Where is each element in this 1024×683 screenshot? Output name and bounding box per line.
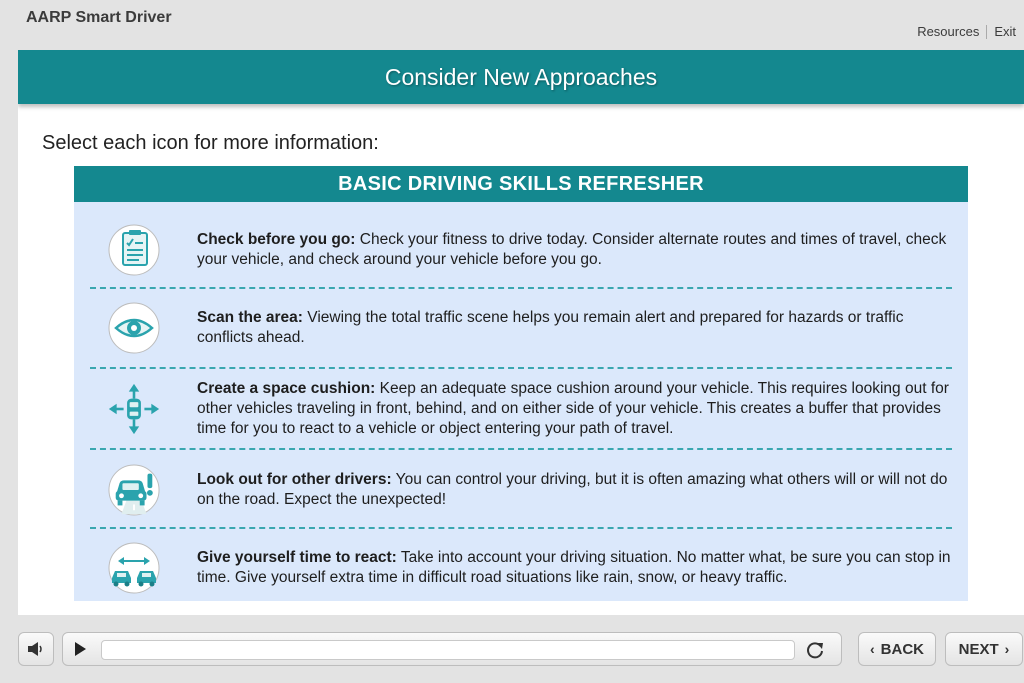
item-body: Viewing the total traffic scene helps you remain alert and prepared for hazards or traffic conflicts ahead.: [197, 309, 904, 346]
play-icon: [73, 641, 87, 657]
back-label: BACK: [880, 640, 924, 658]
replay-button[interactable]: [805, 640, 825, 665]
next-button[interactable]: [945, 632, 1023, 666]
cars-distance-icon[interactable]: [108, 542, 160, 594]
row-divider: [90, 448, 952, 450]
next-label: NEXT: [958, 640, 999, 658]
link-separator: [986, 25, 987, 39]
play-button[interactable]: [73, 641, 87, 662]
item-text: [197, 308, 952, 348]
item-body: Check your fitness to drive today. Consider alternate routes and times of travel, check your vehicle, and check around your vehicle before you go.: [197, 231, 947, 268]
app-title: AARP Smart Driver: [26, 9, 172, 26]
exit-link[interactable]: Exit: [994, 24, 1016, 39]
resources-link[interactable]: Resources: [917, 24, 980, 39]
slide-content: [18, 50, 1024, 615]
item-title: Give yourself time to react:: [197, 549, 397, 566]
row-divider: [90, 287, 952, 289]
checklist-icon[interactable]: [108, 224, 160, 276]
volume-button[interactable]: [18, 632, 54, 666]
back-button[interactable]: [858, 632, 936, 666]
eye-icon[interactable]: [108, 302, 160, 354]
seek-bar[interactable]: [101, 640, 795, 660]
item-title: Look out for other drivers:: [197, 471, 392, 488]
item-text: [197, 548, 952, 588]
row-divider: [90, 367, 952, 369]
item-text: [197, 470, 952, 510]
panel-title: BASIC DRIVING SKILLS REFRESHER: [74, 166, 968, 202]
skills-panel: [74, 166, 968, 601]
list-item: [90, 374, 952, 444]
slide-title: Consider New Approaches: [384, 63, 658, 90]
item-body: You can control your driving, but it is often amazing what others will or will not do on the road. Expect the unexpected!: [197, 471, 948, 508]
item-body: Keep an adequate space cushion around your vehicle. This requires looking out for other vehicles traveling in front, behind, and on either side of your vehicle. This creates a buffer that provides time for you to react to a vehicle or object entering your path of travel.: [197, 380, 949, 437]
instruction-text: Select each icon for more information:: [42, 132, 379, 154]
list-item: [90, 298, 952, 358]
slide-title-banner: [18, 50, 1024, 104]
top-links: [917, 24, 1016, 39]
chevron-right-icon: ›: [1004, 641, 1010, 657]
item-text: [197, 379, 952, 439]
item-body: Take into account your driving situation. No matter what, be sure you can stop in time. Give yourself extra time in difficult road situations like rain, snow, or heavy traffic.: [197, 549, 951, 586]
car-warning-icon[interactable]: [108, 464, 160, 516]
player-controls: [0, 622, 1024, 683]
playback-bar: [62, 632, 842, 666]
item-title: Scan the area:: [197, 309, 303, 326]
item-text: [197, 230, 952, 270]
list-item: [90, 220, 952, 280]
item-title: Check before you go:: [197, 231, 356, 248]
list-item: [90, 458, 952, 522]
item-title: Create a space cushion:: [197, 380, 376, 397]
replay-icon: [805, 640, 825, 660]
speaker-icon: [27, 641, 45, 657]
chevron-left-icon: ‹: [869, 641, 875, 657]
space-cushion-icon[interactable]: [108, 383, 160, 435]
list-item: [90, 536, 952, 600]
row-divider: [90, 527, 952, 529]
